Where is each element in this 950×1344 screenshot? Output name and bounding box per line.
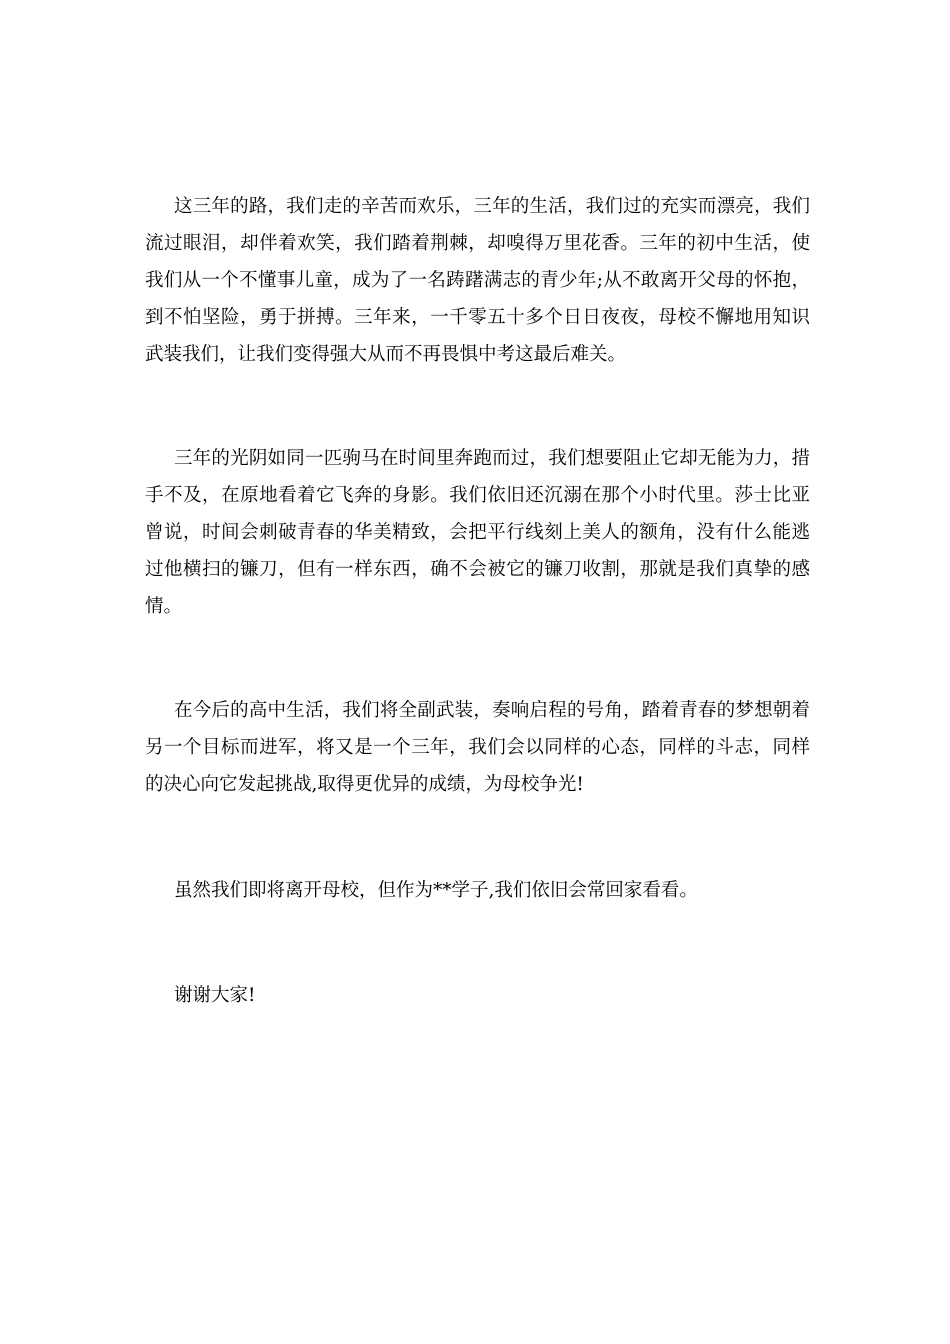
paragraph-1: 这三年的路，我们走的辛苦而欢乐，三年的生活，我们过的充实而漂亮，我们流过眼泪，却伴着欢笑，我们踏着荆棘，却嗅得万里花香。三年的初中生活，使我们从一个不懂事儿童，成为了一名踌躇满志的青少年;从不敢离开父母的怀抱，到不怕坚险，勇于拼搏。三年来，一千零五十多个日日夜夜，母校不懈地用知识武装我们，让我们变得强大从而不再畏惧中考这最后难关。 [145, 196, 810, 365]
closing-thanks: 谢谢大家! [174, 985, 256, 1006]
paragraph-4: 虽然我们即将离开母校，但作为**学子,我们依旧会常回家看看。 [174, 880, 698, 901]
paragraph-3: 在今后的高中生活，我们将全副武装，奏响启程的号角，踏着青春的梦想朝着另一个目标而进军，将又是一个三年，我们会以同样的心态，同样的斗志，同样的决心向它发起挑战,取得更优异的成绩，为母校争光! [145, 700, 810, 795]
paragraph-2: 三年的光阴如同一匹驹马在时间里奔跑而过，我们想要阻止它却无能为力，措手不及，在原地看着它飞奔的身影。我们依旧还沉溺在那个小时代里。莎士比亚曾说，时间会刺破青春的华美精致，会把平行线刻上美人的额角，没有什么能逃过他横扫的镰刀，但有一样东西，确不会被它的镰刀收割，那就是我们真挚的感情。 [145, 448, 810, 617]
